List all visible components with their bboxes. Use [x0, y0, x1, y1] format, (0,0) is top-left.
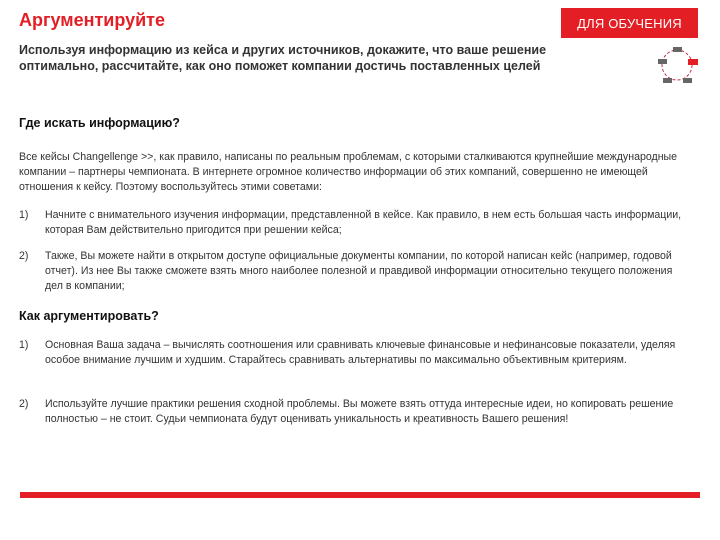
- subtitle: Используя информацию из кейса и других источников, докажите, что ваше решение оптимально, рассчитайте, как оно поможет компании достичь поставленных целей: [19, 43, 547, 73]
- list-item: [19, 208, 689, 238]
- item-number: 2): [19, 250, 29, 262]
- list-item: [19, 338, 689, 368]
- section-heading-where: Где искать информацию?: [19, 116, 180, 130]
- item-number: 2): [19, 398, 29, 410]
- section-intro: Все кейсы Changellenge >>, как правило, написаны по реальным проблемам, с которыми сталкиваются крупнейшие международные компании – партнеры чемпионата. В интернете огромное количество информации об этих компаний, совершенно не имеющей отношения к кейсу. Поэтому воспользуйтесь этими советами:: [19, 151, 678, 193]
- item-text: Также, Вы можете найти в открытом доступе официальные документы компании, по которой написан кейс (например, годовой отчет). Из нее Вы также сможете взять много наиболее полезной и правдивой информации относительно текущего положения дел в компании;: [45, 250, 673, 292]
- section-heading-how: Как аргументировать?: [19, 309, 159, 323]
- footer-divider: [20, 492, 700, 498]
- cycle-logo-icon: [655, 45, 700, 85]
- for-training-badge: ДЛЯ ОБУЧЕНИЯ: [561, 8, 698, 38]
- item-text: Основная Ваша задача – вычислять соотношения или сравнивать ключевые финансовые и нефинансовые показатели, уделяя особое внимание лучшим и худшим. Старайтесь сравнивать альтернативы по максимально объективным критериям.: [45, 339, 676, 366]
- page-title: Аргументируйте: [19, 10, 166, 30]
- list-item: [19, 397, 689, 427]
- item-text: Начните с внимательного изучения информации, представленной в кейсе. Как правило, в нем есть большая часть информации, которая Вам действительно пригодится при решении кейса;: [45, 209, 682, 236]
- item-text: Используйте лучшие практики решения сходной проблемы. Вы можете взять оттуда интересные идеи, но копировать решение полностью – не стоит. Судьи чемпионата будут оценивать уникальность и креативность Вашего решения!: [45, 398, 674, 425]
- item-number: 1): [19, 339, 29, 351]
- item-number: 1): [19, 209, 29, 221]
- list-item: [19, 249, 689, 294]
